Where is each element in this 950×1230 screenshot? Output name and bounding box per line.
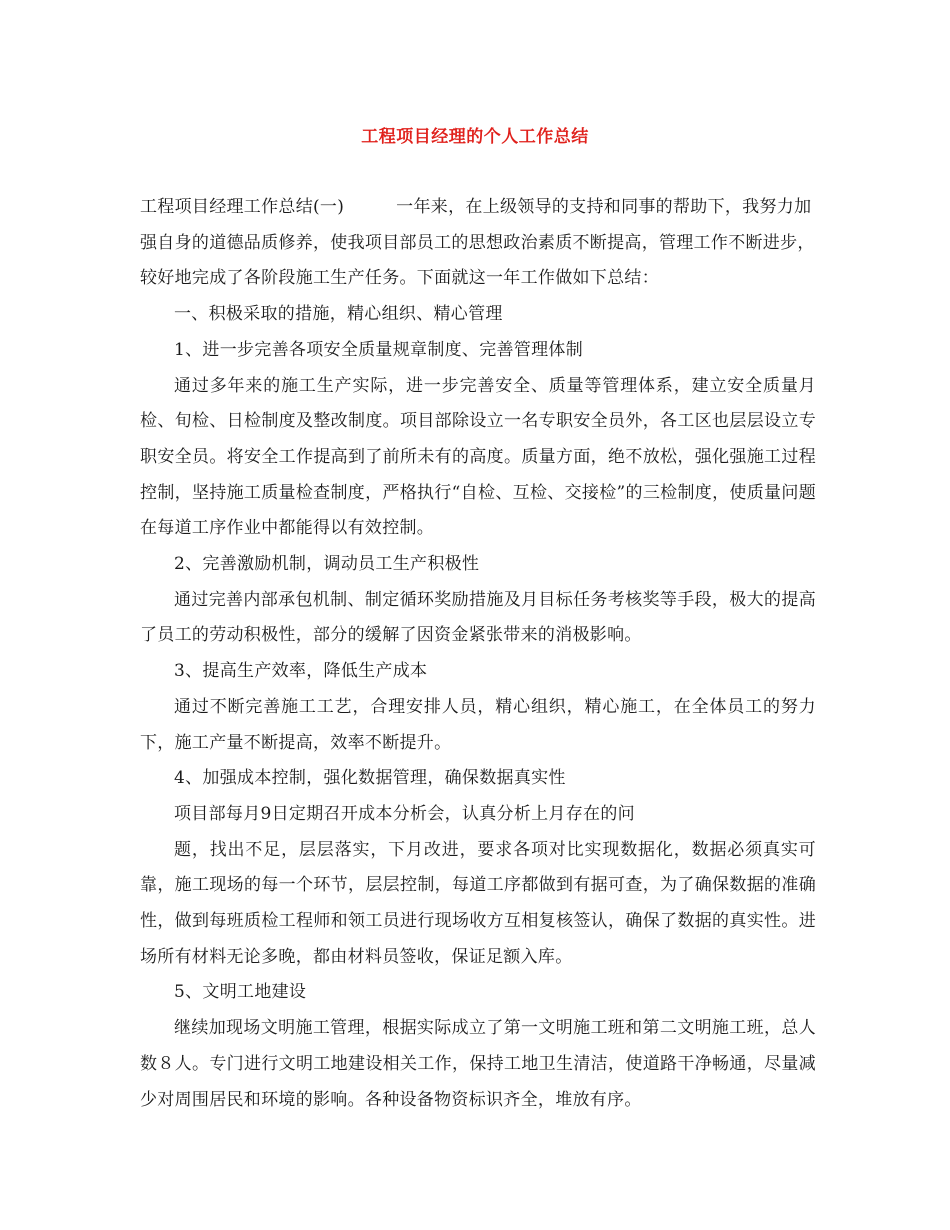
intro-paragraph — [140, 190, 816, 297]
document-title: 工程项目经理的个人工作总结 — [361, 127, 589, 147]
item-1-paragraph: 通过多年来的施工生产实际，进一步完善安全、质量等管理体系，建立安全质量月检、旬检、日检制度及整改制度。项目部除设立一名专职安全员外，各工区也层层设立专职安全员。将安全工作提高到了前所未有的高度。质量方面，绝不放松，强化强施工过程控制，坚持施工质量检查制度，严格执行“自检、互检、交接检”的三检制度，使质量问题在每道工序作业中都能得以有效控制。 — [140, 375, 816, 539]
item-4-paragraph-2: 题，找出不足，层层落实，下月改进，要求各项对比实现数据化，数据必须真实可靠，施工现场的每一个环节，层层控制，每道工序都做到有据可查，为了确保数据的准确性，做到每班质检工程师和领工员进行现场收方互相复核签认，确保了数据的真实性。进场所有材料无论多晚，都由材料员签收，保证足额入库。 — [140, 839, 816, 967]
item-2-heading: 2、完善激励机制，调动员工生产积极性 — [174, 554, 480, 575]
item-1-heading: 1、进一步完善各项安全质量规章制度、完善管理体制 — [174, 339, 584, 360]
intro-label: 工程项目经理工作总结(一) — [140, 197, 345, 217]
item-3-paragraph: 通过不断完善施工工艺，合理安排人员，精心组织，精心施工，在全体员工的努力下，施工产量不断提高，效率不断提升。 — [140, 696, 816, 753]
item-5-heading: 5、文明工地建设 — [174, 982, 307, 1003]
item-4-heading: 4、加强成本控制，强化数据管理，确保数据真实性 — [174, 768, 566, 789]
item-4-paragraph-1: 项目部每月9日定期召开成本分析会，认真分析上月存在的问 — [174, 803, 635, 824]
item-5-paragraph: 继续加现场文明施工管理，根据实际成立了第一文明施工班和第二文明施工班，总人数８人。专门进行文明工地建设相关工作，保持工地卫生清洁，使道路干净畅通，尽量减少对周围居民和环境的影响。各种设备物资标识齐全，堆放有序。 — [140, 1018, 816, 1110]
intro-text: 一年来，在上级领导的支持和同事的帮助下，我努力加强自身的道德品质修养，使我项目部员工的思想政治素质不断提高，管理工作不断进步，较好地完成了各阶段施工生产任务。下面就这一年工作做如下总结： — [140, 197, 815, 289]
section-heading: 一、积极采取的措施，精心组织、精心管理 — [174, 304, 503, 325]
document-body — [140, 190, 816, 1118]
item-2-paragraph: 通过完善内部承包机制、制定循环奖励措施及月目标任务考核奖等手段，极大的提高了员工的劳动积极性，部分的缓解了因资金紧张带来的消极影响。 — [140, 589, 816, 646]
item-3-heading: 3、提高生产效率，降低生产成本 — [174, 661, 428, 682]
